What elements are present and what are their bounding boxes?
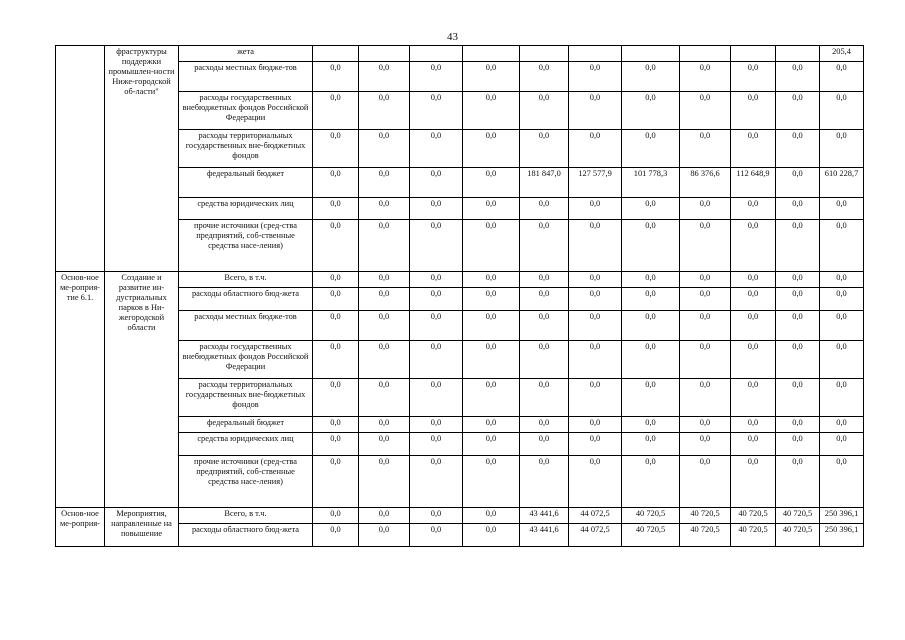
year-value-cell: 0,0 bbox=[731, 433, 776, 456]
funding-source-cell: Всего, в т.ч. bbox=[179, 508, 313, 524]
year-value-cell: 0,0 bbox=[622, 220, 680, 272]
year-value-cell: 0,0 bbox=[731, 379, 776, 417]
year-value-cell: 0,0 bbox=[313, 62, 359, 92]
event-code-cell: Основ-ное ме-роприя-тие 6.1. bbox=[56, 272, 105, 508]
event-name-cell: Создание и развитие ин-дустриальных парков в Ни-жегородской области bbox=[105, 272, 179, 508]
year-value-cell: 101 778,3 bbox=[622, 168, 680, 198]
funding-source-cell: средства юридических лиц bbox=[179, 198, 313, 220]
year-value-cell bbox=[776, 46, 820, 62]
year-value-cell: 0,0 bbox=[680, 62, 731, 92]
year-value-cell: 0,0 bbox=[410, 220, 463, 272]
year-value-cell: 0,0 bbox=[359, 130, 410, 168]
year-value-cell: 0,0 bbox=[520, 341, 569, 379]
year-value-cell: 0,0 bbox=[731, 198, 776, 220]
year-value-cell: 0,0 bbox=[313, 417, 359, 433]
year-value-cell: 40 720,5 bbox=[731, 508, 776, 524]
year-value-cell: 0,0 bbox=[569, 198, 622, 220]
table-body bbox=[56, 46, 864, 547]
year-value-cell bbox=[359, 46, 410, 62]
year-value-cell: 0,0 bbox=[313, 433, 359, 456]
year-value-cell: 0,0 bbox=[520, 62, 569, 92]
year-value-cell: 0,0 bbox=[463, 524, 520, 547]
total-value-cell: 0,0 bbox=[820, 379, 864, 417]
total-value-cell: 0,0 bbox=[820, 198, 864, 220]
year-value-cell: 40 720,5 bbox=[776, 524, 820, 547]
total-value-cell: 0,0 bbox=[820, 92, 864, 130]
year-value-cell: 0,0 bbox=[776, 456, 820, 508]
table-row bbox=[56, 272, 864, 288]
page-number: 43 bbox=[447, 31, 458, 43]
year-value-cell: 0,0 bbox=[680, 311, 731, 341]
event-code-cell: Основ-ное ме-роприя- bbox=[56, 508, 105, 547]
year-value-cell: 0,0 bbox=[313, 272, 359, 288]
year-value-cell: 0,0 bbox=[569, 311, 622, 341]
funding-source-cell: Всего, в т.ч. bbox=[179, 272, 313, 288]
event-name-cell: фраструктуры поддержки промышлен-ности Ниже-городской об-ласти" bbox=[105, 46, 179, 272]
year-value-cell: 0,0 bbox=[731, 456, 776, 508]
event-name-cell: Мероприятия, направленные на повышение bbox=[105, 508, 179, 547]
year-value-cell: 0,0 bbox=[463, 288, 520, 311]
year-value-cell: 0,0 bbox=[680, 272, 731, 288]
total-value-cell: 610 228,7 bbox=[820, 168, 864, 198]
year-value-cell: 0,0 bbox=[731, 272, 776, 288]
year-value-cell: 0,0 bbox=[463, 456, 520, 508]
year-value-cell: 0,0 bbox=[463, 220, 520, 272]
year-value-cell: 0,0 bbox=[410, 288, 463, 311]
year-value-cell: 0,0 bbox=[359, 524, 410, 547]
funding-source-cell: прочие источники (сред-ства предприятий, соб-ственные средства насе-ления) bbox=[179, 220, 313, 272]
year-value-cell: 0,0 bbox=[776, 130, 820, 168]
year-value-cell: 0,0 bbox=[569, 341, 622, 379]
year-value-cell: 0,0 bbox=[622, 311, 680, 341]
year-value-cell: 127 577,9 bbox=[569, 168, 622, 198]
year-value-cell: 0,0 bbox=[359, 272, 410, 288]
year-value-cell: 40 720,5 bbox=[680, 508, 731, 524]
year-value-cell: 0,0 bbox=[680, 417, 731, 433]
year-value-cell: 0,0 bbox=[410, 92, 463, 130]
total-value-cell: 0,0 bbox=[820, 220, 864, 272]
funding-source-cell: федеральный бюджет bbox=[179, 417, 313, 433]
year-value-cell: 0,0 bbox=[359, 92, 410, 130]
funding-source-cell: расходы местных бюдже-тов bbox=[179, 62, 313, 92]
year-value-cell: 0,0 bbox=[569, 379, 622, 417]
year-value-cell: 0,0 bbox=[622, 341, 680, 379]
year-value-cell bbox=[731, 46, 776, 62]
year-value-cell: 0,0 bbox=[410, 62, 463, 92]
year-value-cell: 0,0 bbox=[410, 456, 463, 508]
year-value-cell: 0,0 bbox=[313, 341, 359, 379]
year-value-cell: 0,0 bbox=[463, 508, 520, 524]
year-value-cell: 0,0 bbox=[569, 62, 622, 92]
year-value-cell: 0,0 bbox=[622, 92, 680, 130]
total-value-cell: 0,0 bbox=[820, 272, 864, 288]
year-value-cell: 0,0 bbox=[410, 417, 463, 433]
year-value-cell: 0,0 bbox=[463, 198, 520, 220]
year-value-cell: 0,0 bbox=[520, 433, 569, 456]
year-value-cell: 0,0 bbox=[731, 62, 776, 92]
year-value-cell: 86 376,6 bbox=[680, 168, 731, 198]
year-value-cell: 40 720,5 bbox=[680, 524, 731, 547]
year-value-cell: 0,0 bbox=[776, 198, 820, 220]
funding-source-cell: расходы государственных внебюджетных фондов Российской Федерации bbox=[179, 92, 313, 130]
year-value-cell bbox=[622, 46, 680, 62]
year-value-cell: 0,0 bbox=[359, 433, 410, 456]
year-value-cell: 0,0 bbox=[410, 168, 463, 198]
year-value-cell: 0,0 bbox=[410, 198, 463, 220]
year-value-cell: 0,0 bbox=[410, 433, 463, 456]
year-value-cell: 0,0 bbox=[463, 62, 520, 92]
year-value-cell: 0,0 bbox=[622, 456, 680, 508]
total-value-cell: 0,0 bbox=[820, 62, 864, 92]
year-value-cell: 0,0 bbox=[520, 456, 569, 508]
year-value-cell: 0,0 bbox=[463, 341, 520, 379]
year-value-cell: 0,0 bbox=[622, 379, 680, 417]
year-value-cell: 0,0 bbox=[520, 130, 569, 168]
budget-table bbox=[55, 45, 864, 547]
year-value-cell: 0,0 bbox=[731, 130, 776, 168]
year-value-cell bbox=[313, 46, 359, 62]
year-value-cell: 0,0 bbox=[776, 379, 820, 417]
year-value-cell: 0,0 bbox=[359, 311, 410, 341]
year-value-cell bbox=[569, 46, 622, 62]
year-value-cell: 0,0 bbox=[731, 417, 776, 433]
year-value-cell: 0,0 bbox=[622, 288, 680, 311]
year-value-cell: 0,0 bbox=[410, 272, 463, 288]
year-value-cell: 0,0 bbox=[776, 417, 820, 433]
year-value-cell: 0,0 bbox=[463, 168, 520, 198]
year-value-cell: 0,0 bbox=[410, 524, 463, 547]
year-value-cell: 0,0 bbox=[776, 288, 820, 311]
year-value-cell: 0,0 bbox=[313, 456, 359, 508]
year-value-cell: 0,0 bbox=[622, 130, 680, 168]
year-value-cell: 0,0 bbox=[520, 220, 569, 272]
year-value-cell: 0,0 bbox=[680, 288, 731, 311]
year-value-cell: 0,0 bbox=[520, 417, 569, 433]
year-value-cell: 0,0 bbox=[622, 198, 680, 220]
total-value-cell: 0,0 bbox=[820, 130, 864, 168]
funding-source-cell: средства юридических лиц bbox=[179, 433, 313, 456]
year-value-cell: 0,0 bbox=[313, 524, 359, 547]
year-value-cell: 112 648,9 bbox=[731, 168, 776, 198]
year-value-cell: 0,0 bbox=[313, 168, 359, 198]
year-value-cell: 0,0 bbox=[731, 288, 776, 311]
funding-source-cell: расходы территориальных государственных вне-бюджетных фондов bbox=[179, 130, 313, 168]
year-value-cell: 0,0 bbox=[359, 288, 410, 311]
year-value-cell: 0,0 bbox=[359, 62, 410, 92]
year-value-cell: 0,0 bbox=[569, 92, 622, 130]
total-value-cell: 0,0 bbox=[820, 456, 864, 508]
year-value-cell: 0,0 bbox=[569, 130, 622, 168]
year-value-cell: 0,0 bbox=[776, 311, 820, 341]
year-value-cell: 0,0 bbox=[520, 272, 569, 288]
year-value-cell: 0,0 bbox=[680, 92, 731, 130]
year-value-cell bbox=[520, 46, 569, 62]
funding-source-cell: расходы государственных внебюджетных фондов Российской Федерации bbox=[179, 341, 313, 379]
year-value-cell: 43 441,6 bbox=[520, 524, 569, 547]
year-value-cell: 0,0 bbox=[359, 168, 410, 198]
year-value-cell: 44 072,5 bbox=[569, 508, 622, 524]
year-value-cell: 0,0 bbox=[776, 341, 820, 379]
year-value-cell: 0,0 bbox=[313, 220, 359, 272]
year-value-cell: 0,0 bbox=[463, 433, 520, 456]
total-value-cell: 0,0 bbox=[820, 433, 864, 456]
year-value-cell: 0,0 bbox=[680, 130, 731, 168]
year-value-cell: 0,0 bbox=[569, 417, 622, 433]
year-value-cell: 0,0 bbox=[313, 198, 359, 220]
year-value-cell: 0,0 bbox=[569, 433, 622, 456]
year-value-cell: 0,0 bbox=[463, 130, 520, 168]
funding-source-cell: жета bbox=[179, 46, 313, 62]
year-value-cell bbox=[463, 46, 520, 62]
total-value-cell: 0,0 bbox=[820, 311, 864, 341]
year-value-cell: 0,0 bbox=[410, 341, 463, 379]
year-value-cell: 181 847,0 bbox=[520, 168, 569, 198]
year-value-cell: 0,0 bbox=[680, 198, 731, 220]
year-value-cell: 0,0 bbox=[622, 417, 680, 433]
year-value-cell: 0,0 bbox=[359, 456, 410, 508]
funding-source-cell: расходы областного бюд-жета bbox=[179, 288, 313, 311]
total-value-cell: 0,0 bbox=[820, 341, 864, 379]
year-value-cell: 0,0 bbox=[313, 508, 359, 524]
year-value-cell: 0,0 bbox=[359, 417, 410, 433]
year-value-cell: 0,0 bbox=[359, 198, 410, 220]
year-value-cell: 0,0 bbox=[313, 92, 359, 130]
year-value-cell: 0,0 bbox=[680, 456, 731, 508]
year-value-cell: 40 720,5 bbox=[622, 508, 680, 524]
year-value-cell: 0,0 bbox=[463, 417, 520, 433]
year-value-cell: 0,0 bbox=[776, 433, 820, 456]
year-value-cell: 0,0 bbox=[776, 220, 820, 272]
year-value-cell: 0,0 bbox=[622, 433, 680, 456]
year-value-cell: 0,0 bbox=[410, 311, 463, 341]
year-value-cell: 0,0 bbox=[410, 379, 463, 417]
year-value-cell: 0,0 bbox=[776, 272, 820, 288]
funding-source-cell: расходы территориальных государственных вне-бюджетных фондов bbox=[179, 379, 313, 417]
year-value-cell bbox=[410, 46, 463, 62]
total-value-cell: 0,0 bbox=[820, 288, 864, 311]
year-value-cell: 0,0 bbox=[731, 311, 776, 341]
event-code-cell bbox=[56, 46, 105, 272]
funding-source-cell: расходы местных бюдже-тов bbox=[179, 311, 313, 341]
year-value-cell: 0,0 bbox=[776, 92, 820, 130]
year-value-cell: 0,0 bbox=[569, 220, 622, 272]
year-value-cell: 0,0 bbox=[359, 508, 410, 524]
year-value-cell: 40 720,5 bbox=[622, 524, 680, 547]
year-value-cell: 0,0 bbox=[359, 379, 410, 417]
year-value-cell: 0,0 bbox=[463, 311, 520, 341]
year-value-cell: 0,0 bbox=[520, 92, 569, 130]
year-value-cell: 0,0 bbox=[463, 379, 520, 417]
funding-source-cell: прочие источники (сред-ства предприятий, соб-ственные средства насе-ления) bbox=[179, 456, 313, 508]
year-value-cell: 0,0 bbox=[622, 272, 680, 288]
year-value-cell: 40 720,5 bbox=[731, 524, 776, 547]
year-value-cell bbox=[680, 46, 731, 62]
year-value-cell: 0,0 bbox=[680, 341, 731, 379]
year-value-cell: 0,0 bbox=[776, 62, 820, 92]
year-value-cell: 0,0 bbox=[622, 62, 680, 92]
year-value-cell: 0,0 bbox=[313, 130, 359, 168]
year-value-cell: 0,0 bbox=[463, 92, 520, 130]
year-value-cell: 0,0 bbox=[520, 288, 569, 311]
year-value-cell: 0,0 bbox=[731, 92, 776, 130]
year-value-cell: 44 072,5 bbox=[569, 524, 622, 547]
total-value-cell: 205,4 bbox=[820, 46, 864, 62]
year-value-cell: 0,0 bbox=[569, 288, 622, 311]
table-row bbox=[56, 508, 864, 524]
year-value-cell: 0,0 bbox=[680, 379, 731, 417]
year-value-cell: 43 441,6 bbox=[520, 508, 569, 524]
year-value-cell: 0,0 bbox=[313, 311, 359, 341]
total-value-cell: 250 396,1 bbox=[820, 524, 864, 547]
table-row bbox=[56, 46, 864, 62]
year-value-cell: 0,0 bbox=[463, 272, 520, 288]
year-value-cell: 0,0 bbox=[569, 456, 622, 508]
year-value-cell: 0,0 bbox=[731, 220, 776, 272]
year-value-cell: 0,0 bbox=[776, 168, 820, 198]
year-value-cell: 0,0 bbox=[731, 341, 776, 379]
year-value-cell: 0,0 bbox=[410, 130, 463, 168]
year-value-cell: 0,0 bbox=[680, 433, 731, 456]
year-value-cell: 0,0 bbox=[410, 508, 463, 524]
year-value-cell: 0,0 bbox=[313, 379, 359, 417]
funding-source-cell: расходы областного бюд-жета bbox=[179, 524, 313, 547]
total-value-cell: 250 396,1 bbox=[820, 508, 864, 524]
year-value-cell: 40 720,5 bbox=[776, 508, 820, 524]
year-value-cell: 0,0 bbox=[359, 341, 410, 379]
year-value-cell: 0,0 bbox=[520, 198, 569, 220]
year-value-cell: 0,0 bbox=[520, 311, 569, 341]
year-value-cell: 0,0 bbox=[680, 220, 731, 272]
year-value-cell: 0,0 bbox=[359, 220, 410, 272]
year-value-cell: 0,0 bbox=[313, 288, 359, 311]
funding-source-cell: федеральный бюджет bbox=[179, 168, 313, 198]
year-value-cell: 0,0 bbox=[569, 272, 622, 288]
year-value-cell: 0,0 bbox=[520, 379, 569, 417]
total-value-cell: 0,0 bbox=[820, 417, 864, 433]
